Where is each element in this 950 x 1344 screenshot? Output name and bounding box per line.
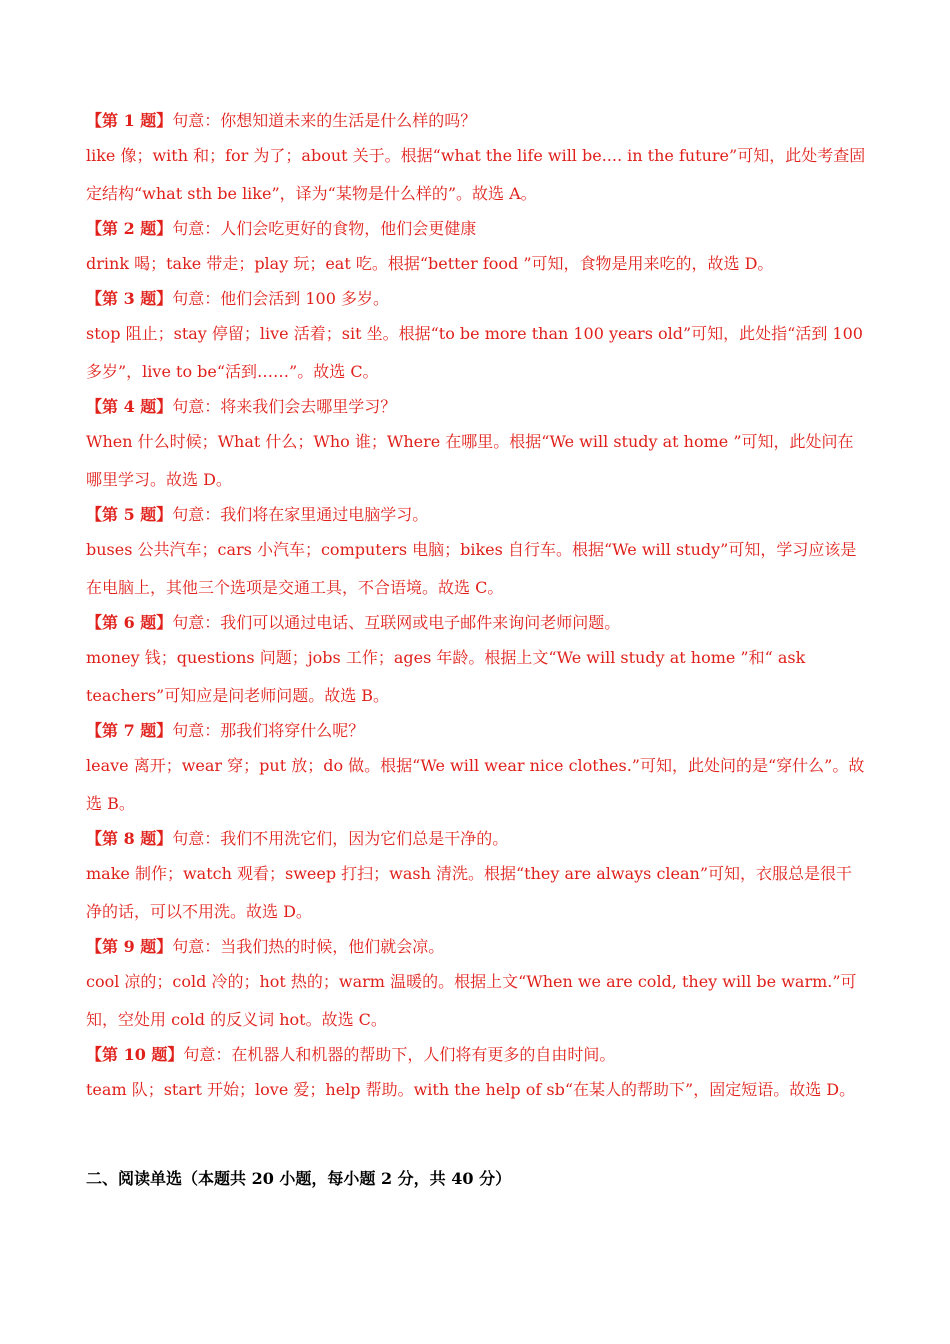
question-heading <box>86 504 866 526</box>
explanation-text: stop 阻止；stay 停留；live 活着；sit 坐。根据“to be more than 100 years old”可知，此处指“活到 100 多岁”，live to be“活到……”。故选 C。 <box>86 324 863 381</box>
question-heading <box>86 720 866 742</box>
question-number: 【第 9 题】 <box>86 937 173 956</box>
question-number: 【第 5 题】 <box>86 505 173 524</box>
explanation-text: buses 公共汽车；cars 小汽车；computers 电脑；bikes 自行车。根据“We will study”可知，学习应该是在电脑上，其他三个选项是交通工具，不合语境。故选 C。 <box>86 540 857 597</box>
section-heading: 二、阅读单选（本题共 20 小题，每小题 2 分，共 40 分） <box>86 1169 512 1188</box>
question-heading <box>86 110 866 132</box>
explanation-6 <box>86 612 866 715</box>
question-heading <box>86 936 866 958</box>
sentence-meaning: 句意：人们会吃更好的食物，他们会更健康 <box>172 219 477 238</box>
question-number: 【第 8 题】 <box>86 829 173 848</box>
explanation-3 <box>86 288 866 391</box>
explanation-2 <box>86 218 866 283</box>
sentence-meaning: 句意：当我们热的时候，他们就会凉。 <box>172 937 445 956</box>
explanation-9 <box>86 936 866 1039</box>
sentence-meaning: 句意：他们会活到 100 多岁。 <box>172 289 389 308</box>
question-number: 【第 2 题】 <box>86 219 173 238</box>
answer-explanations <box>86 110 866 1114</box>
question-heading <box>86 828 866 850</box>
explanation-5 <box>86 504 866 607</box>
question-heading <box>86 396 866 418</box>
sentence-meaning: 句意：将来我们会去哪里学习？ <box>172 397 397 416</box>
explanation-text: like 像；with 和；for 为了；about 关于。根据“what the life will be.... in the future”可知，此处考查固定结构“what sth be like”，译为“某物是什么样的”。故选 A。 <box>86 146 866 203</box>
explanation-text: cool 凉的；cold 冷的；hot 热的；warm 温暖的。根据上文“When we are cold, they will be warm.”可知，空处用 cold 的反义词 hot。故选 C。 <box>86 972 857 1029</box>
sentence-meaning: 句意：我们不用洗它们，因为它们总是干净的。 <box>172 829 509 848</box>
sentence-meaning: 句意：在机器人和机器的帮助下，人们将有更多的自由时间。 <box>183 1045 616 1064</box>
explanation-text: team 队；start 开始；love 爱；help 帮助。with the help of sb“在某人的帮助下”，固定短语。故选 D。 <box>86 1080 856 1099</box>
explanation-text: make 制作；watch 观看；sweep 打扫；wash 清洗。根据“they are always clean”可知，衣服总是很干净的话，可以不用洗。故选 D。 <box>86 864 853 921</box>
explanation-8 <box>86 828 866 931</box>
question-heading <box>86 1044 866 1066</box>
explanation-text: drink 喝；take 带走；play 玩；eat 吃。根据“better food ”可知，食物是用来吃的，故选 D。 <box>86 254 774 273</box>
question-number: 【第 7 题】 <box>86 721 173 740</box>
explanation-1 <box>86 110 866 213</box>
question-heading <box>86 612 866 634</box>
question-number: 【第 3 题】 <box>86 289 173 308</box>
question-heading <box>86 218 866 240</box>
question-number: 【第 10 题】 <box>86 1045 184 1064</box>
explanation-7 <box>86 720 866 823</box>
explanation-4 <box>86 396 866 499</box>
explanation-text: money 钱；questions 问题；jobs 工作；ages 年龄。根据上文“We will study at home ”和“ ask teachers”可知应是问老师问题。故选 B。 <box>86 648 806 705</box>
sentence-meaning: 句意：我们可以通过电话、互联网或电子邮件来询问老师问题。 <box>172 613 621 632</box>
explanation-10 <box>86 1044 866 1109</box>
explanation-text: leave 离开；wear 穿；put 放；do 做。根据“We will wear nice clothes.”可知，此处问的是“穿什么”。故选 B。 <box>86 756 865 813</box>
question-number: 【第 1 题】 <box>86 111 173 130</box>
sentence-meaning: 句意：那我们将穿什么呢？ <box>172 721 365 740</box>
sentence-meaning: 句意：我们将在家里通过电脑学习。 <box>172 505 429 524</box>
question-number: 【第 6 题】 <box>86 613 173 632</box>
explanation-text: When 什么时候；What 什么；Who 谁；Where 在哪里。根据“We will study at home ”可知，此处问在哪里学习。故选 D。 <box>86 432 854 489</box>
question-heading <box>86 288 866 310</box>
question-number: 【第 4 题】 <box>86 397 173 416</box>
sentence-meaning: 句意：你想知道未来的生活是什么样的吗？ <box>172 111 477 130</box>
